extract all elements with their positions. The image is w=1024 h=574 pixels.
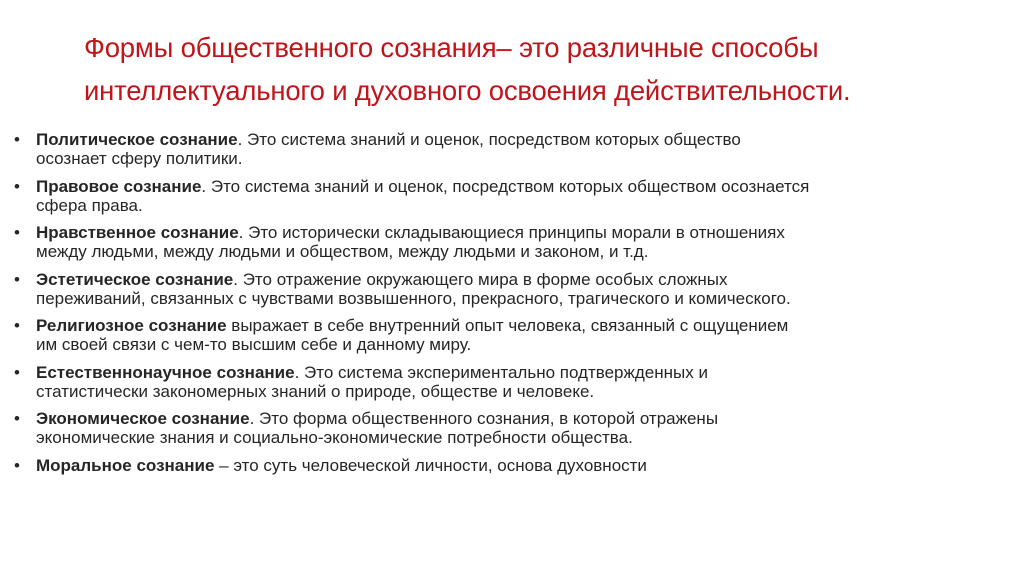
list-item-ethical xyxy=(14,223,1014,261)
list-item-legal xyxy=(14,177,1014,215)
title-line-2: интеллектуального и духовного освоения действительности. xyxy=(84,75,851,106)
item-line-2: между людьми, между людьми и обществом, между людьми и законом, и т.д. xyxy=(36,242,649,261)
item-line-2: переживаний, связанных с чувствами возвышенного, прекрасного, трагического и комического. xyxy=(36,288,791,308)
bullet-icon: • xyxy=(14,455,20,475)
list-item-aesthetic xyxy=(14,270,1014,308)
item-line-1 xyxy=(36,177,1014,196)
list-item-religious xyxy=(14,316,1014,354)
item-text: – это суть человеческой личности, основа духовности xyxy=(214,455,647,475)
list-item-scientific xyxy=(14,363,1014,401)
item-line-1 xyxy=(36,409,1014,428)
item-line-1 xyxy=(36,223,1014,242)
bullet-icon: • xyxy=(14,409,20,428)
item-line-1 xyxy=(36,316,1014,335)
item-text: . Это система знаний и оценок, посредством которых обществом осознается xyxy=(201,176,810,196)
bullet-icon: • xyxy=(14,176,20,196)
item-line-2: им своей связи с чем-то высшим себе и данному миру. xyxy=(36,335,472,354)
item-term: Нравственное сознание xyxy=(36,223,239,242)
item-line-1 xyxy=(36,456,1014,475)
item-text: . Это отражение окружающего мира в форме особых сложных xyxy=(233,269,728,289)
item-term: Правовое сознание xyxy=(36,176,202,196)
list-item-political xyxy=(14,130,1014,168)
item-term: Политическое сознание xyxy=(36,130,238,149)
item-term: Моральное сознание xyxy=(36,455,215,475)
item-line-2: осознает сферу политики. xyxy=(36,149,243,168)
bullet-icon: • xyxy=(14,316,20,335)
item-line-1 xyxy=(36,270,1014,289)
item-term: Эстетическое сознание xyxy=(36,269,234,289)
item-text: . Это форма общественного сознания, в которой отражены xyxy=(249,409,719,428)
bullet-icon: • xyxy=(14,223,20,242)
item-term: Экономическое сознание xyxy=(36,409,250,428)
bullet-icon: • xyxy=(14,269,20,289)
bullet-icon: • xyxy=(14,130,20,149)
item-line-2: сфера права. xyxy=(36,195,143,215)
item-term: Естественнонаучное сознание xyxy=(36,362,295,382)
slide-title xyxy=(84,26,984,112)
item-line-1 xyxy=(36,363,1014,382)
item-term: Религиозное сознание xyxy=(36,316,227,335)
bullet-icon: • xyxy=(14,362,20,382)
list-item-moral xyxy=(14,456,1014,475)
title-line-1: Формы общественного сознания– это различные способы xyxy=(84,32,819,63)
item-text: . Это система экспериментально подтвержденных и xyxy=(294,362,708,382)
item-line-1 xyxy=(36,130,1014,149)
item-text: . Это исторически складывающиеся принципы морали в отношениях xyxy=(238,223,785,242)
consciousness-forms-list xyxy=(14,130,1014,483)
item-text: . Это система знаний и оценок, посредством которых общество xyxy=(237,130,741,149)
item-line-2: экономические знания и социально-экономические потребности общества. xyxy=(36,428,633,447)
list-item-economic xyxy=(14,409,1014,447)
item-line-2: статистически закономерных знаний о природе, обществе и человеке. xyxy=(36,381,595,401)
item-text: выражает в себе внутренний опыт человека, связанный с ощущением xyxy=(226,316,789,335)
